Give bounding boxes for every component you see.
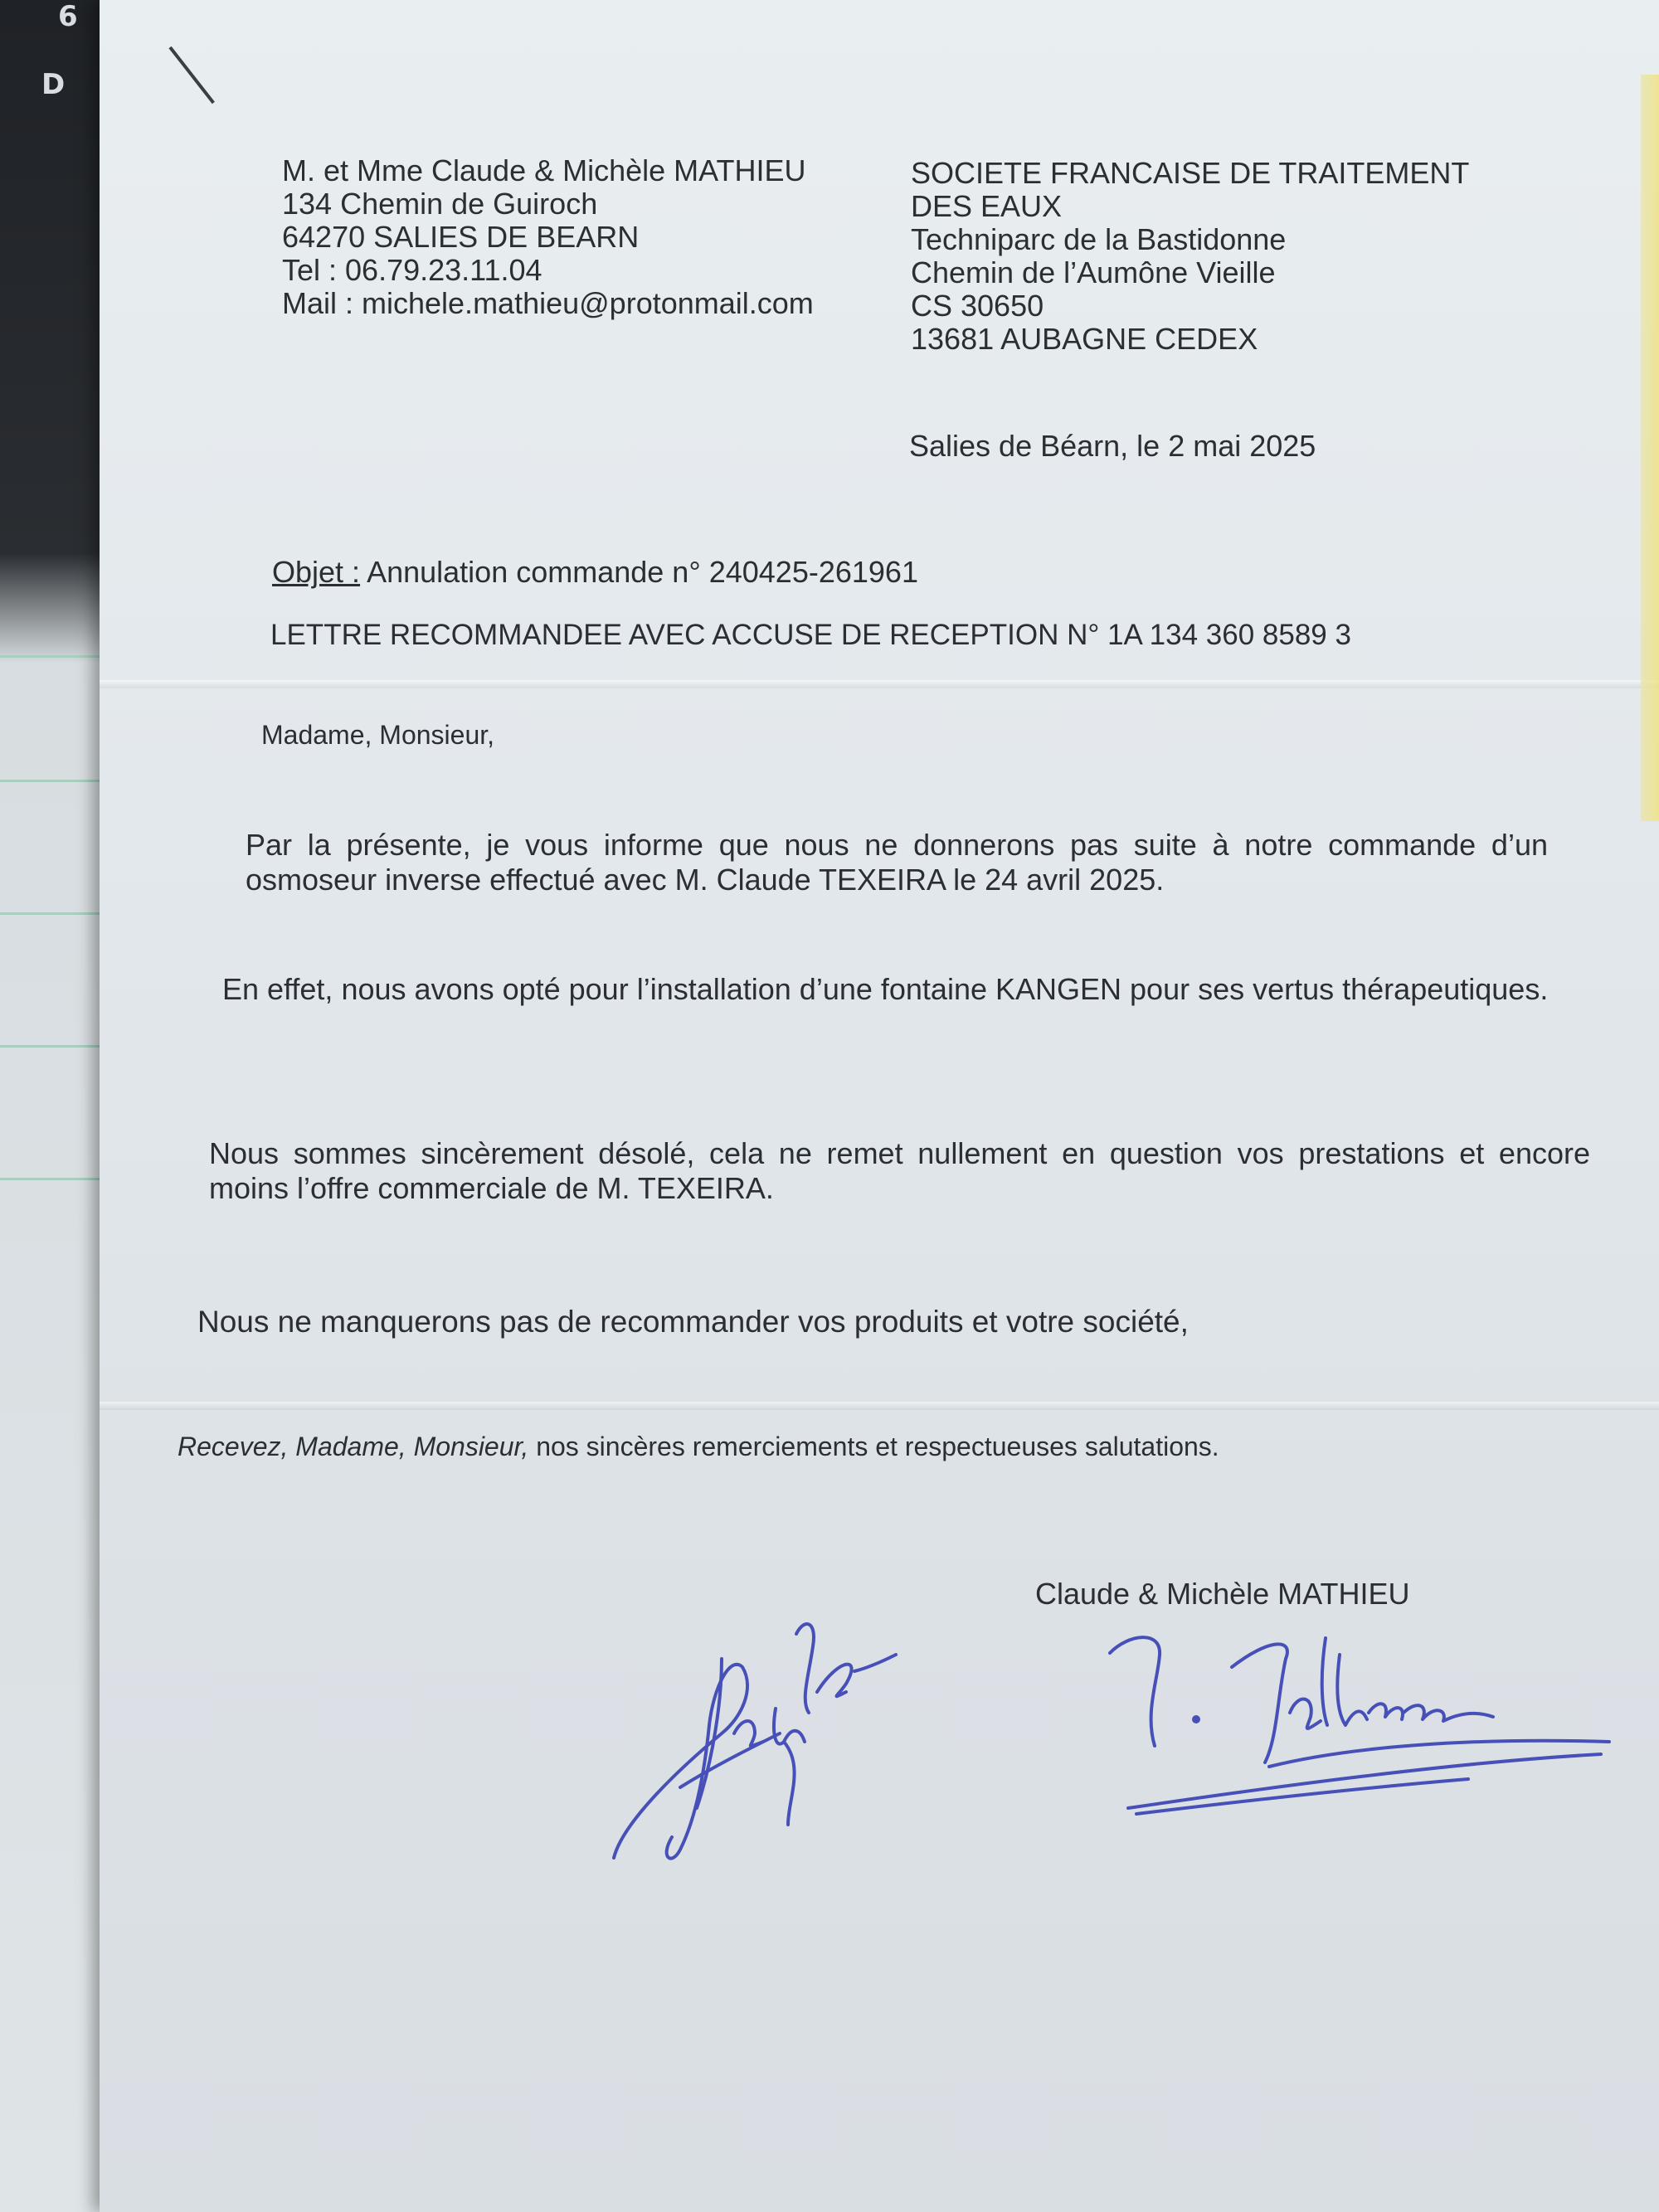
recipient-address-block xyxy=(911,157,1469,356)
recipient-line: SOCIETE FRANCAISE DE TRAITEMENT xyxy=(911,156,1470,190)
signature-michele xyxy=(1103,1621,1618,1821)
closing-rest: nos sincères remerciements et respectueuses salutations. xyxy=(528,1432,1219,1461)
notebook-line xyxy=(0,1178,116,1180)
subject-label: Objet : xyxy=(272,555,361,589)
closing-formula xyxy=(178,1430,1219,1463)
paper-edge-highlight xyxy=(1641,75,1659,821)
notebook-line xyxy=(0,780,116,782)
salutation: Madame, Monsieur, xyxy=(261,720,495,750)
sender-email: Mail : michele.mathieu@protonmail.com xyxy=(282,286,814,320)
paragraph-apology: Nous sommes sincèrement désolé, cela ne remet nullement en question vos prestations et encore moins l’offre commerciale de M. TEXEIRA. xyxy=(209,1136,1590,1205)
closing-italic: Recevez, Madame, Monsieur, xyxy=(178,1432,529,1461)
recipient-line: Techniparc de la Bastidonne xyxy=(911,222,1287,256)
registered-mail-line: LETTRE RECOMMANDEE AVEC ACCUSE DE RECEPTION N° 1A 134 360 8589 3 xyxy=(270,619,1351,651)
signature-claude xyxy=(597,1609,946,1883)
keyboard-key-label: D xyxy=(41,68,66,101)
recipient-line: CS 30650 xyxy=(911,289,1044,323)
paper-fold xyxy=(100,680,1659,688)
notebook-line xyxy=(0,655,116,658)
sender-street: 134 Chemin de Guiroch xyxy=(282,187,598,221)
recipient-line: Chemin de l’Aumône Vieille xyxy=(911,255,1276,289)
paragraph-cancellation: Par la présente, je vous informe que nous ne donnerons pas suite à notre commande d’un osmoseur inverse effectué avec M. Claude TEXEIRA le 24 avril 2025. xyxy=(246,828,1548,897)
paragraph-recommendation: Nous ne manquerons pas de recommander vos produits et votre société, xyxy=(197,1305,1189,1339)
notebook-line xyxy=(0,912,116,915)
sender-name: M. et Mme Claude & Michèle MATHIEU xyxy=(282,153,806,187)
sender-phone: Tel : 06.79.23.11.04 xyxy=(282,253,542,287)
notebook-line xyxy=(0,1045,116,1048)
paper-fold xyxy=(100,1402,1659,1410)
paragraph-reason: En effet, nous avons opté pour l’installation d’une fontaine KANGEN pour ses vertus thérapeutiques. xyxy=(222,972,1549,1006)
desk-background xyxy=(0,0,116,2212)
sender-city: 64270 SALIES DE BEARN xyxy=(282,220,640,254)
subject-line xyxy=(272,556,918,589)
sender-address-block xyxy=(282,154,814,320)
signatory-name: Claude & Michèle MATHIEU xyxy=(1035,1577,1410,1611)
date-line: Salies de Béarn, le 2 mai 2025 xyxy=(909,429,1316,463)
recipient-line: 13681 AUBAGNE CEDEX xyxy=(911,322,1258,356)
recipient-line: DES EAUX xyxy=(911,189,1063,223)
keyboard-key-label: 6 xyxy=(58,0,78,33)
subject-text: Annulation commande n° 240425-261961 xyxy=(360,555,918,589)
